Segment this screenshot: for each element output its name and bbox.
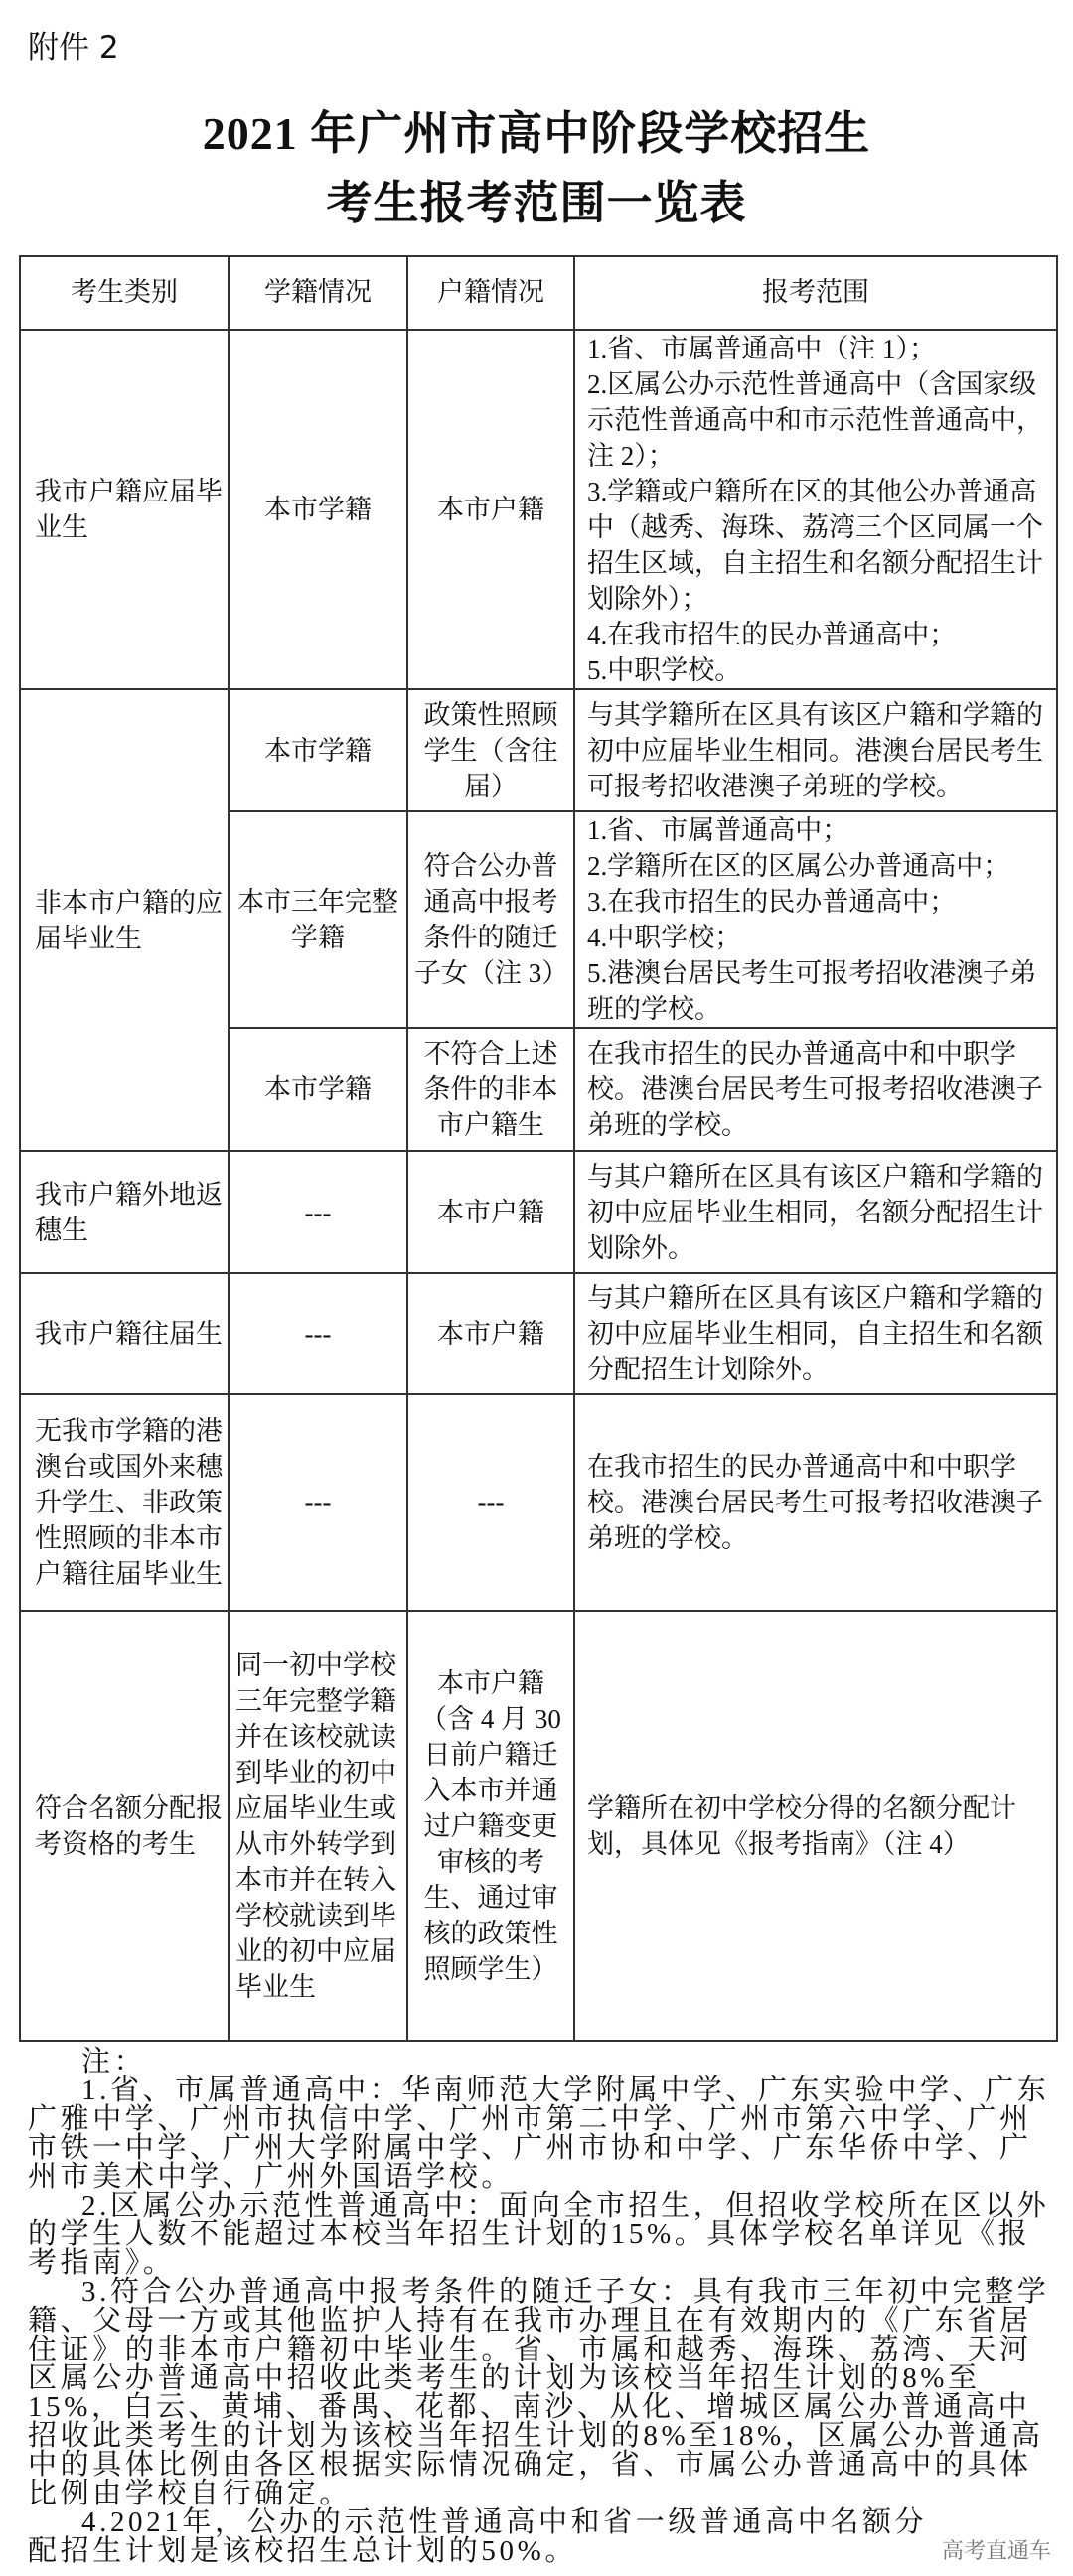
table-row <box>20 1611 1057 2041</box>
table-header-row <box>20 256 1057 330</box>
notes-section <box>28 2048 1051 2576</box>
household-status-cell: 本市户籍 <box>407 330 574 689</box>
scope-cell: 学籍所在初中学校分得的名额分配计划，具体见《报考指南》（注 4） <box>574 1611 1057 2041</box>
household-status-cell: 符合公办普通高中报考条件的随迁子女（注 3） <box>407 811 574 1028</box>
scope-cell: 在我市招生的民办普通高中和中职学校。港澳台居民考生可报考招收港澳子弟班的学校。 <box>574 1394 1057 1611</box>
title-line-1: 2021 年广州市高中阶段学校招生 <box>202 108 871 159</box>
household-status-cell: 政策性照顾学生（含往届） <box>407 689 574 811</box>
school-status-cell: 同一初中学校三年完整学籍并在该校就读到毕业的初中应届毕业生或从市外转学到本市并在转入学校就读到毕业的初中应届毕业生 <box>229 1611 407 2041</box>
note-item: 1.省、市属普通高中：华南师范大学附属中学、广东实验中学、广东广雅中学、广州市执信中学、广州市第二中学、广州市第六中学、广州市铁一中学、广州大学附属中学、广州市协和中学、广东华侨中学、广州市美术中学、广州外国语学校。 <box>28 2075 1050 2193</box>
scope-cell: 与其户籍所在区具有该区户籍和学籍的初中应届毕业生相同，名额分配招生计划除外。 <box>574 1151 1057 1273</box>
household-status-cell: 不符合上述条件的非本市户籍生 <box>407 1028 574 1151</box>
scope-cell: 1.省、市属普通高中（注 1）； 2.区属公办示范性普通高中（含国家级示范性普通高中和市示范性普通高中，注 2）； 3.学籍或户籍所在区的其他公办普通高中（越秀、海珠、荔湾三个区同属一个招生区域，自主招生和名额分配招生计划除外）； 4.在我市招生的民办普通高中； 5.中职学校。 <box>574 330 1057 689</box>
header-school-status: 学籍情况 <box>229 256 407 330</box>
header-household-status: 户籍情况 <box>407 256 574 330</box>
scope-cell: 与其学籍所在区具有该区户籍和学籍的初中应届毕业生相同。港澳台居民考生可报考招收港澳子弟班的学校。 <box>574 689 1057 811</box>
note-item: 4.2021年，公办的示范性普通高中和省一级普通高中名额分配招生计划是该校招生总计划的50%。 <box>28 2506 928 2567</box>
category-cell: 无我市学籍的港澳台或国外来穗升学生、非政策性照顾的非本市户籍往届毕业生 <box>20 1394 229 1611</box>
household-status-cell: --- <box>407 1394 574 1611</box>
household-status-cell: 本市户籍 <box>407 1273 574 1394</box>
table-row <box>20 1394 1057 1611</box>
admission-scope-table <box>19 255 1058 2042</box>
category-cell: 我市户籍往届生 <box>20 1273 229 1394</box>
watermark: 高考直通车 <box>941 2539 1051 2564</box>
scope-cell: 1.省、市属普通高中； 2.学籍所在区的区属公办普通高中； 3.在我市招生的民办普通高中； 4.中职学校； 5.港澳台居民考生可报考招收港澳子弟班的学校。 <box>574 811 1057 1028</box>
scope-cell: 在我市招生的民办普通高中和中职学校。港澳台居民考生可报考招收港澳子弟班的学校。 <box>574 1028 1057 1151</box>
table-row <box>20 1151 1057 1273</box>
school-status-cell: 本市三年完整学籍 <box>229 811 407 1028</box>
document-body <box>19 255 1056 2576</box>
note-item-last <box>28 2508 1051 2566</box>
attachment-label: 附件 2 <box>28 30 119 66</box>
school-status-cell: --- <box>229 1273 407 1394</box>
household-status-cell: 本市户籍 <box>407 1151 574 1273</box>
notes-heading: 注： <box>81 2046 147 2077</box>
household-status-cell: 本市户籍（含 4 月 30 日前户籍迁入本市并通过户籍变更审核的考生、通过审核的政策性照顾学生） <box>407 1611 574 2041</box>
note-item: 3.符合公办普通高中报考条件的随迁子女：具有我市三年初中完整学籍、父母一方或其他监护人持有在我市办理且在有效期内的《广东省居住证》的非本市户籍初中毕业生。省、市属和越秀、海珠、荔湾、天河区属公办普通高中招收此类考生的计划为该校当年招生计划的8%至15%，白云、黄埔、番禺、花都、南沙、从化、增城区属公办普通高中招收此类考生的计划为该校当年招生计划的8%至18%，区属公办普通高中的具体比例由各区根据实际情况确定，省、市属公办普通高中的具体比例由学校自行确定。 <box>28 2276 1050 2509</box>
category-cell: 符合名额分配报考资格的考生 <box>20 1611 229 2041</box>
school-status-cell: --- <box>229 1151 407 1273</box>
scope-cell: 与其户籍所在区具有该区户籍和学籍的初中应届毕业生相同，自主招生和名额分配招生计划除外。 <box>574 1273 1057 1394</box>
note-item: 2.区属公办示范性普通高中：面向全市招生，但招收学校所在区以外的学生人数不能超过本校当年招生计划的15%。具体学校名单详见《报考指南》。 <box>28 2190 1050 2279</box>
category-cell: 非本市户籍的应届毕业生 <box>20 689 229 1151</box>
category-cell: 我市户籍应届毕业生 <box>20 330 229 689</box>
school-status-cell: 本市学籍 <box>229 330 407 689</box>
school-status-cell: 本市学籍 <box>229 1028 407 1151</box>
table-row <box>20 689 1057 811</box>
header-scope: 报考范围 <box>574 256 1057 330</box>
school-status-cell: 本市学籍 <box>229 689 407 811</box>
category-cell: 我市户籍外地返穗生 <box>20 1151 229 1273</box>
table-row <box>20 1273 1057 1394</box>
title-line-2: 考生报考范围一览表 <box>326 178 747 228</box>
school-status-cell: --- <box>229 1394 407 1611</box>
table-row <box>20 330 1057 689</box>
page-title <box>0 99 1073 238</box>
header-category: 考生类别 <box>20 256 229 330</box>
